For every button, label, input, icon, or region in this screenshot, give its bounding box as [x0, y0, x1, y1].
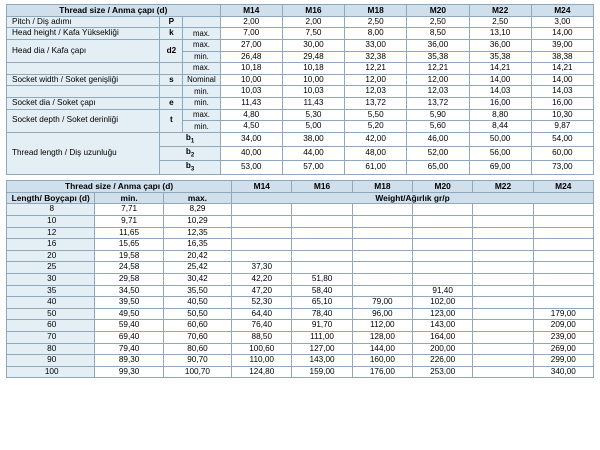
cell-value: 34,00: [220, 132, 282, 146]
table-row: [7, 28, 594, 40]
max-value: 35,50: [163, 285, 231, 297]
cell-value: 4,50: [220, 121, 282, 133]
length-value: 8: [7, 204, 95, 216]
cell-value: 35,38: [469, 51, 531, 63]
length-value: 90: [7, 355, 95, 367]
cell-value: 38,00: [282, 132, 344, 146]
row-limit: [183, 16, 220, 28]
cell-value: 2,50: [407, 16, 469, 28]
cell-value: 13,72: [345, 98, 407, 110]
weight-value: [232, 215, 292, 227]
weight-value: 52,30: [232, 297, 292, 309]
cell-value: 33,00: [345, 40, 407, 52]
max-value: 10,29: [163, 215, 231, 227]
row-limit: max.: [183, 40, 220, 52]
weight-value: [473, 355, 533, 367]
weight-value: [533, 274, 593, 286]
weight-value: [473, 250, 533, 262]
cell-value: 26,48: [220, 51, 282, 63]
weight-value: [352, 215, 412, 227]
cell-value: 12,03: [345, 86, 407, 98]
weight-value: [413, 239, 473, 251]
min-value: 29,58: [95, 274, 163, 286]
cell-value: 10,03: [220, 86, 282, 98]
weight-value: [473, 343, 533, 355]
max-value: 40,50: [163, 297, 231, 309]
row-limit: max.: [183, 28, 220, 40]
max-value: 20,42: [163, 250, 231, 262]
length-value: 80: [7, 343, 95, 355]
cell-value: 40,00: [220, 146, 282, 160]
table-row: [7, 285, 594, 297]
min-value: 49,50: [95, 308, 163, 320]
table-row: [7, 215, 594, 227]
row-label: Socket depth / Soket derinliği: [7, 109, 160, 132]
weight-value: 200,00: [413, 343, 473, 355]
dimensions-table: [6, 4, 594, 175]
weight-value: 76,40: [232, 320, 292, 332]
weight-value: 79,00: [352, 297, 412, 309]
size-column-m24: M24: [531, 5, 593, 17]
weight-value: 78,40: [292, 308, 352, 320]
weight-value: 176,00: [352, 366, 412, 378]
row-symbol: [160, 86, 183, 98]
cell-value: 53,00: [220, 160, 282, 174]
row-limit: Nominal: [183, 74, 220, 86]
cell-value: 16,00: [469, 98, 531, 110]
table-row: [7, 250, 594, 262]
row-symbol: s: [160, 74, 183, 86]
weight-value: [352, 285, 412, 297]
weight-value: [473, 227, 533, 239]
row-label: Socket width / Soket genişliği: [7, 74, 160, 86]
weight-value: [352, 204, 412, 216]
cell-value: 5,90: [407, 109, 469, 121]
cell-value: 8,50: [407, 28, 469, 40]
cell-value: 44,00: [282, 146, 344, 160]
weight-value: 96,00: [352, 308, 412, 320]
row-limit: min.: [183, 121, 220, 133]
size-column-m20: M20: [413, 180, 473, 192]
weight-value: [352, 239, 412, 251]
weight-value: [473, 332, 533, 344]
weight-value: 102,00: [413, 297, 473, 309]
cell-value: 14,00: [531, 74, 593, 86]
table-row: [7, 40, 594, 52]
row-symbol: e: [160, 98, 183, 110]
size-column-m24: M24: [533, 180, 593, 192]
weight-value: [473, 204, 533, 216]
cell-value: 10,03: [282, 86, 344, 98]
cell-value: 39,00: [531, 40, 593, 52]
cell-value: 56,00: [469, 146, 531, 160]
weight-value: 179,00: [533, 308, 593, 320]
max-value: 60,60: [163, 320, 231, 332]
size-column-m18: M18: [352, 180, 412, 192]
length-value: 30: [7, 274, 95, 286]
size-column-m22: M22: [473, 180, 533, 192]
cell-value: 4,80: [220, 109, 282, 121]
weight-value: 253,00: [413, 366, 473, 378]
weight-value: [473, 366, 533, 378]
table-row: [7, 132, 594, 146]
table-row: [7, 320, 594, 332]
min-column-header: min.: [95, 192, 163, 204]
cell-value: 7,50: [282, 28, 344, 40]
weight-value: [533, 239, 593, 251]
cell-value: 46,00: [407, 132, 469, 146]
table-row: [7, 109, 594, 121]
cell-value: 61,00: [345, 160, 407, 174]
row-label: [7, 63, 160, 75]
size-column-m14: M14: [232, 180, 292, 192]
weight-value: 144,00: [352, 343, 412, 355]
weight-value: 88,50: [232, 332, 292, 344]
weight-value: 226,00: [413, 355, 473, 367]
weight-value: 124,80: [232, 366, 292, 378]
row-label: Pitch / Diş adımı: [7, 16, 160, 28]
length-value: 100: [7, 366, 95, 378]
cell-value: 13,72: [407, 98, 469, 110]
table-row: [7, 227, 594, 239]
weight-value: 65,10: [292, 297, 352, 309]
weight-value: 110,00: [232, 355, 292, 367]
table-row: [7, 355, 594, 367]
row-label: [7, 86, 160, 98]
weight-value: 51,80: [292, 274, 352, 286]
cell-value: 7,00: [220, 28, 282, 40]
weight-value: [292, 239, 352, 251]
table-header-row: [7, 180, 594, 192]
weight-value: [473, 215, 533, 227]
row-symbol: k: [160, 28, 183, 40]
cell-value: 8,44: [469, 121, 531, 133]
cell-value: 11,43: [282, 98, 344, 110]
table-row: [7, 86, 594, 98]
weight-value: [413, 262, 473, 274]
weight-value: 269,00: [533, 343, 593, 355]
cell-value: 2,00: [220, 16, 282, 28]
max-column-header: max.: [163, 192, 231, 204]
length-value: 25: [7, 262, 95, 274]
row-symbol: P: [160, 16, 183, 28]
table-header-row: [7, 5, 594, 17]
weight-value: [533, 297, 593, 309]
weight-value: [533, 215, 593, 227]
cell-value: 9,87: [531, 121, 593, 133]
cell-value: 14,21: [531, 63, 593, 75]
row-limit: min.: [183, 98, 220, 110]
weight-value: 143,00: [292, 355, 352, 367]
cell-value: 14,21: [469, 63, 531, 75]
weight-value: [232, 250, 292, 262]
weight-value: [473, 297, 533, 309]
cell-value: 42,00: [345, 132, 407, 146]
table-row: [7, 74, 594, 86]
weight-value: 91,40: [413, 285, 473, 297]
weight-value: [473, 308, 533, 320]
weight-value: [413, 204, 473, 216]
cell-value: 11,43: [220, 98, 282, 110]
cell-value: 14,03: [469, 86, 531, 98]
weight-value: [533, 227, 593, 239]
cell-value: 57,00: [282, 160, 344, 174]
cell-value: 2,00: [282, 16, 344, 28]
weight-value: [232, 204, 292, 216]
weight-value: 64,40: [232, 308, 292, 320]
row-limit: max.: [183, 109, 220, 121]
cell-value: 54,00: [531, 132, 593, 146]
cell-value: 60,00: [531, 146, 593, 160]
table-row: [7, 16, 594, 28]
cell-value: 50,00: [469, 132, 531, 146]
weight-value: [232, 227, 292, 239]
cell-value: 3,00: [531, 16, 593, 28]
weight-value: 128,00: [352, 332, 412, 344]
cell-value: 10,00: [220, 74, 282, 86]
cell-value: 10,18: [220, 63, 282, 75]
table-row: [7, 366, 594, 378]
weight-value: 47,20: [232, 285, 292, 297]
size-column-m16: M16: [292, 180, 352, 192]
max-value: 80,60: [163, 343, 231, 355]
row-label: Thread length / Diş uzunluğu: [7, 132, 160, 174]
weight-value: [533, 262, 593, 274]
weight-value: [352, 250, 412, 262]
weight-value: 123,00: [413, 308, 473, 320]
length-value: 35: [7, 285, 95, 297]
weight-value: [232, 239, 292, 251]
cell-value: 16,00: [531, 98, 593, 110]
min-value: 34,50: [95, 285, 163, 297]
table-row: [7, 332, 594, 344]
weight-value: 164,00: [413, 332, 473, 344]
length-value: 50: [7, 308, 95, 320]
weight-value: [292, 250, 352, 262]
cell-value: 12,00: [407, 74, 469, 86]
size-column-m20: M20: [407, 5, 469, 17]
weight-value: [413, 250, 473, 262]
weight-value: [473, 320, 533, 332]
size-column-m18: M18: [345, 5, 407, 17]
max-value: 50,50: [163, 308, 231, 320]
weight-value: 91,70: [292, 320, 352, 332]
weight-value: [533, 285, 593, 297]
length-value: 16: [7, 239, 95, 251]
cell-value: 14,03: [531, 86, 593, 98]
weight-table-body: [7, 204, 594, 378]
cell-value: 14,00: [531, 28, 593, 40]
cell-value: 12,21: [345, 63, 407, 75]
cell-value: 12,21: [407, 63, 469, 75]
cell-value: 38,38: [531, 51, 593, 63]
length-value: 70: [7, 332, 95, 344]
weight-value: 37,30: [232, 262, 292, 274]
min-value: 15,65: [95, 239, 163, 251]
weight-value: [413, 227, 473, 239]
weight-value: [473, 239, 533, 251]
weight-value: [473, 262, 533, 274]
weight-value: [473, 285, 533, 297]
cell-value: 8,00: [345, 28, 407, 40]
table-row: [7, 98, 594, 110]
cell-value: 2,50: [469, 16, 531, 28]
row-symbol: t: [160, 109, 183, 132]
row-symbol: $b_1$: [160, 132, 220, 146]
row-label: Head dia / Kafa çapı: [7, 40, 160, 63]
weight-value: [413, 215, 473, 227]
weight-value: 42,20: [232, 274, 292, 286]
cell-value: 5,00: [282, 121, 344, 133]
weight-value: [533, 250, 593, 262]
row-limit: min.: [183, 86, 220, 98]
cell-value: 36,00: [469, 40, 531, 52]
cell-value: 69,00: [469, 160, 531, 174]
min-value: 24,58: [95, 262, 163, 274]
cell-value: 27,00: [220, 40, 282, 52]
cell-value: 32,38: [345, 51, 407, 63]
weight-value: [292, 262, 352, 274]
length-value: 60: [7, 320, 95, 332]
weight-value: 100,60: [232, 343, 292, 355]
cell-value: 13,10: [469, 28, 531, 40]
table-row: [7, 308, 594, 320]
cell-value: 29,48: [282, 51, 344, 63]
weight-value: 112,00: [352, 320, 412, 332]
weight-value: 209,00: [533, 320, 593, 332]
weight-value: 111,00: [292, 332, 352, 344]
size-column-m22: M22: [469, 5, 531, 17]
weight-value: 340,00: [533, 366, 593, 378]
cell-value: 52,00: [407, 146, 469, 160]
weight-value: 143,00: [413, 320, 473, 332]
cell-value: 10,00: [282, 74, 344, 86]
min-value: 11,65: [95, 227, 163, 239]
row-symbol: $b_2$: [160, 146, 220, 160]
cell-value: 5,60: [407, 121, 469, 133]
cell-value: 73,00: [531, 160, 593, 174]
cell-value: 8,80: [469, 109, 531, 121]
table-row: [7, 63, 594, 75]
thread-size-title: Thread size / Anma çapı (d): [7, 5, 221, 17]
min-value: 99,30: [95, 366, 163, 378]
cell-value: 30,00: [282, 40, 344, 52]
table-row: [7, 204, 594, 216]
min-value: 9,71: [95, 215, 163, 227]
cell-value: 65,00: [407, 160, 469, 174]
max-value: 30,42: [163, 274, 231, 286]
cell-value: 5,20: [345, 121, 407, 133]
weight-value: 159,00: [292, 366, 352, 378]
weight-value: [352, 262, 412, 274]
cell-value: 36,00: [407, 40, 469, 52]
min-value: 59,40: [95, 320, 163, 332]
weight-table: [6, 180, 594, 379]
weight-column-header: Weight/Ağırlık gr/p: [232, 192, 594, 204]
weight-value: [292, 215, 352, 227]
row-limit: max.: [183, 63, 220, 75]
weight-value: [292, 227, 352, 239]
min-value: 69,40: [95, 332, 163, 344]
table-row: [7, 262, 594, 274]
max-value: 100,70: [163, 366, 231, 378]
cell-value: 5,50: [345, 109, 407, 121]
weight-value: [292, 204, 352, 216]
cell-value: 10,18: [282, 63, 344, 75]
weight-value: [473, 274, 533, 286]
weight-value: 239,00: [533, 332, 593, 344]
weight-value: [352, 274, 412, 286]
min-value: 39,50: [95, 297, 163, 309]
min-value: 79,40: [95, 343, 163, 355]
size-column-m16: M16: [282, 5, 344, 17]
row-limit: min.: [183, 51, 220, 63]
weight-value: [413, 274, 473, 286]
row-symbol: $b_3$: [160, 160, 220, 174]
length-value: 10: [7, 215, 95, 227]
length-value: 40: [7, 297, 95, 309]
weight-value: 58,40: [292, 285, 352, 297]
length-value: 20: [7, 250, 95, 262]
row-label: Socket dia / Soket çapı: [7, 98, 160, 110]
max-value: 70,60: [163, 332, 231, 344]
length-column-header: Length/ Boyçapı (d): [7, 192, 95, 204]
table-row: [7, 274, 594, 286]
weight-value: [352, 227, 412, 239]
table-row: [7, 343, 594, 355]
table-subheader-row: [7, 192, 594, 204]
table-row: [7, 297, 594, 309]
cell-value: 2,50: [345, 16, 407, 28]
cell-value: 12,03: [407, 86, 469, 98]
max-value: 16,35: [163, 239, 231, 251]
cell-value: 14,00: [469, 74, 531, 86]
weight-value: [533, 204, 593, 216]
row-symbol: d2: [160, 40, 183, 63]
weight-value: 127,00: [292, 343, 352, 355]
max-value: 12,35: [163, 227, 231, 239]
min-value: 19,58: [95, 250, 163, 262]
cell-value: 35,38: [407, 51, 469, 63]
min-value: 89,30: [95, 355, 163, 367]
weight-value: 299,00: [533, 355, 593, 367]
row-symbol: [160, 63, 183, 75]
max-value: 90,70: [163, 355, 231, 367]
max-value: 8,29: [163, 204, 231, 216]
size-column-m14: M14: [220, 5, 282, 17]
thread-size-title: Thread size / Anma çapı (d): [7, 180, 232, 192]
table-row: [7, 239, 594, 251]
weight-value: 160,00: [352, 355, 412, 367]
row-label: Head height / Kafa Yüksekliği: [7, 28, 160, 40]
min-value: 7,71: [95, 204, 163, 216]
cell-value: 10,30: [531, 109, 593, 121]
cell-value: 5,30: [282, 109, 344, 121]
cell-value: 48,00: [345, 146, 407, 160]
max-value: 25,42: [163, 262, 231, 274]
length-value: 12: [7, 227, 95, 239]
cell-value: 12,00: [345, 74, 407, 86]
